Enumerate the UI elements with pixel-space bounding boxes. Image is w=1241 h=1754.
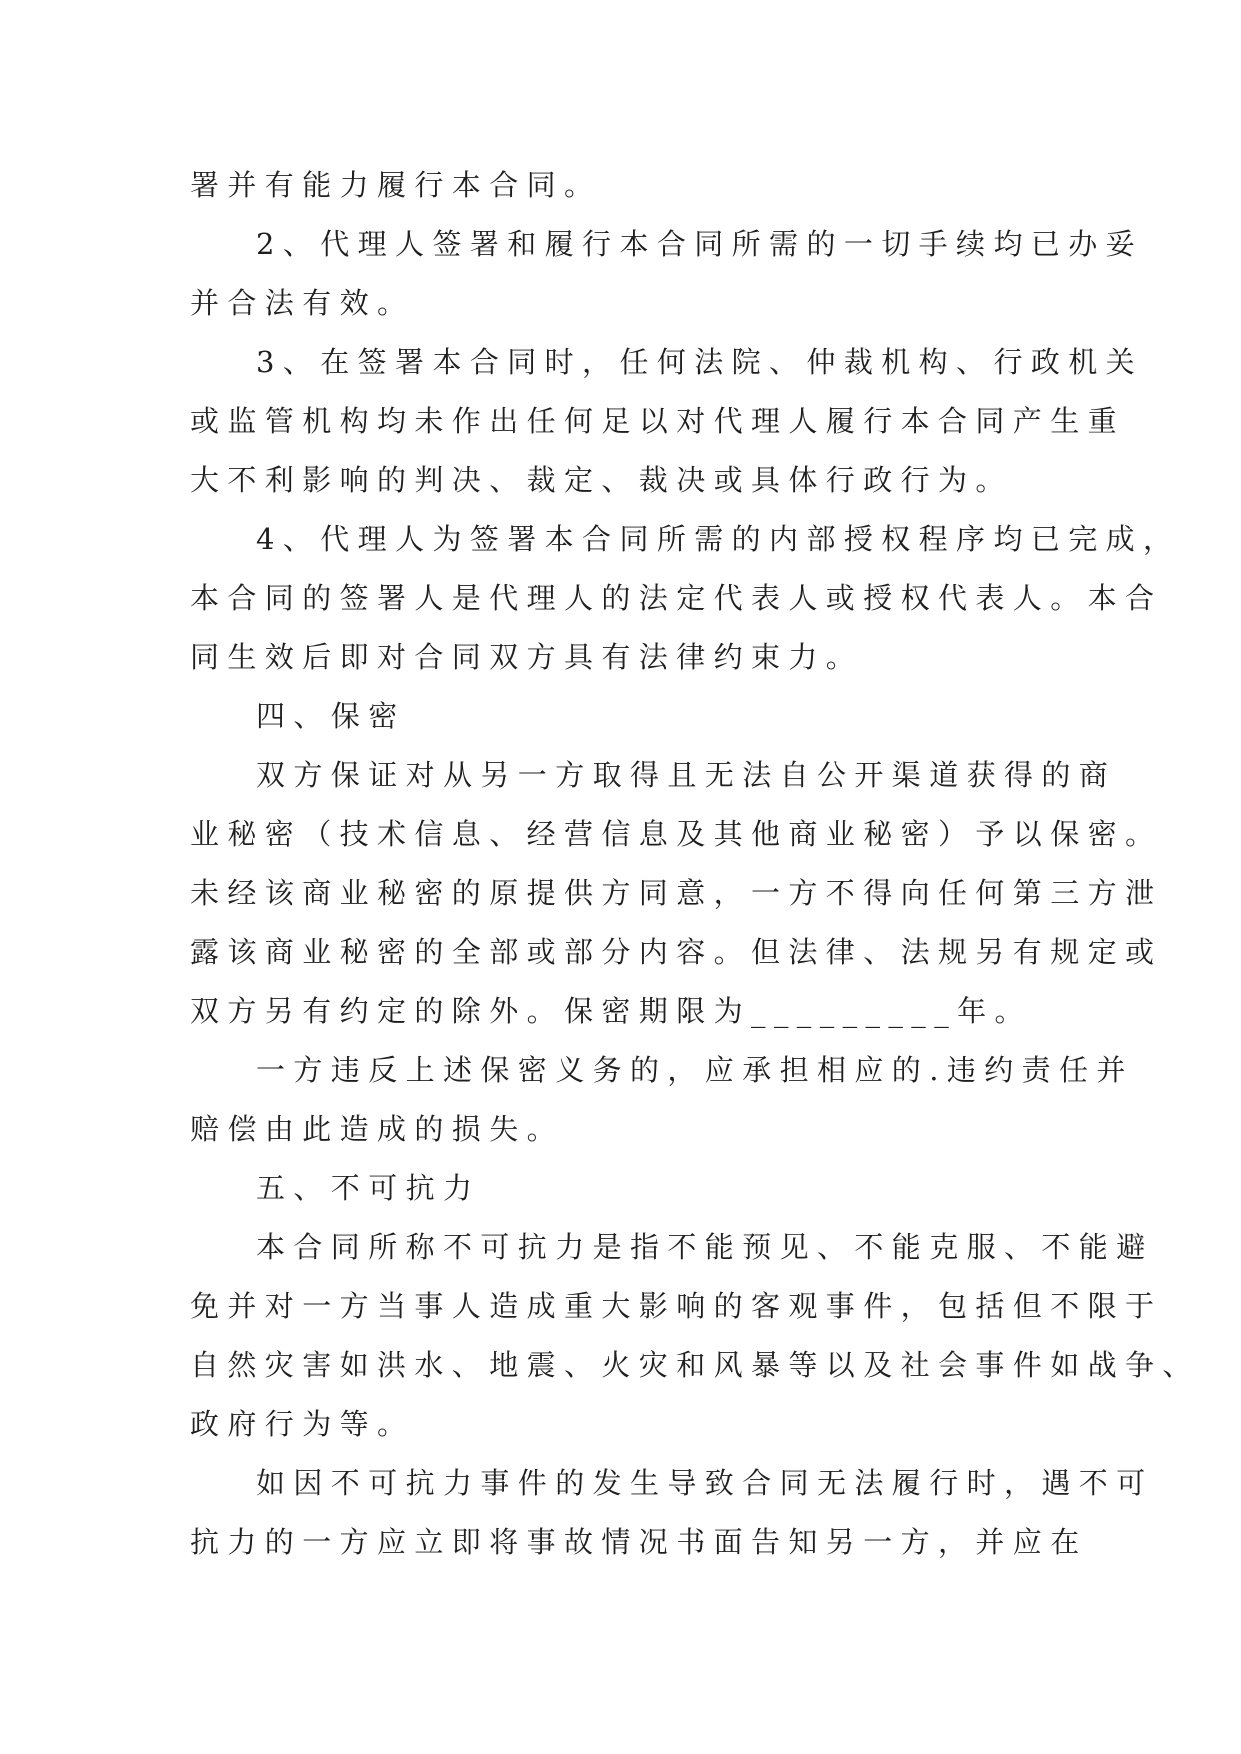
text-line: 3、在签署本合同时，任何法院、仲裁机构、行政机关: [256, 345, 1144, 379]
text-line: 露该商业秘密的全部或部分内容。但法律、法规另有规定或: [190, 935, 1163, 969]
text-line: 未经该商业秘密的原提供方同意，一方不得向任何第三方泄: [190, 876, 1163, 910]
text-line: 本合同的签署人是代理人的法定代表人或授权代表人。本合: [190, 581, 1163, 615]
text-line: 大不利影响的判决、裁定、裁决或具体行政行为。: [190, 463, 1013, 497]
text-line: 抗力的一方应立即将事故情况书面告知另一方，并应在: [190, 1525, 1088, 1559]
text-line: 如因不可抗力事件的发生导致合同无法履行时，遇不可: [256, 1466, 1154, 1500]
text-line: 赔偿由此造成的损失。: [190, 1112, 565, 1146]
text-line: 署并有能力履行本合同。: [190, 168, 602, 202]
section-heading: 五、不可抗力: [256, 1171, 481, 1205]
text-line: 双方另有约定的除外。保密期限为_________年。: [190, 994, 1032, 1028]
text-line: 自然灾害如洪水、地震、火灾和风暴等以及社会事件如战争、: [190, 1348, 1200, 1382]
text-line: 政府行为等。: [190, 1407, 415, 1441]
text-line: 或监管机构均未作出任何足以对代理人履行本合同产生重: [190, 404, 1126, 438]
text-line: 2、代理人签署和履行本合同所需的一切手续均已办妥: [256, 227, 1144, 261]
text-line: 本合同所称不可抗力是指不能预见、不能克服、不能避: [256, 1230, 1154, 1264]
text-line: 4、代理人为签署本合同所需的内部授权程序均已完成，: [256, 522, 1181, 556]
text-line: 业秘密（技术信息、经营信息及其他商业秘密）予以保密。: [190, 817, 1163, 851]
section-heading: 四、保密: [256, 699, 406, 733]
text-line: 双方保证对从另一方取得且无法自公开渠道获得的商: [256, 758, 1117, 792]
text-line: 免并对一方当事人造成重大影响的客观事件，包括但不限于: [190, 1289, 1163, 1323]
text-line: 同生效后即对合同双方具有法律约束力。: [190, 640, 864, 674]
text-line: 一方违反上述保密义务的，应承担相应的.违约责任并: [256, 1053, 1134, 1087]
text-line: 并合法有效。: [190, 286, 415, 320]
